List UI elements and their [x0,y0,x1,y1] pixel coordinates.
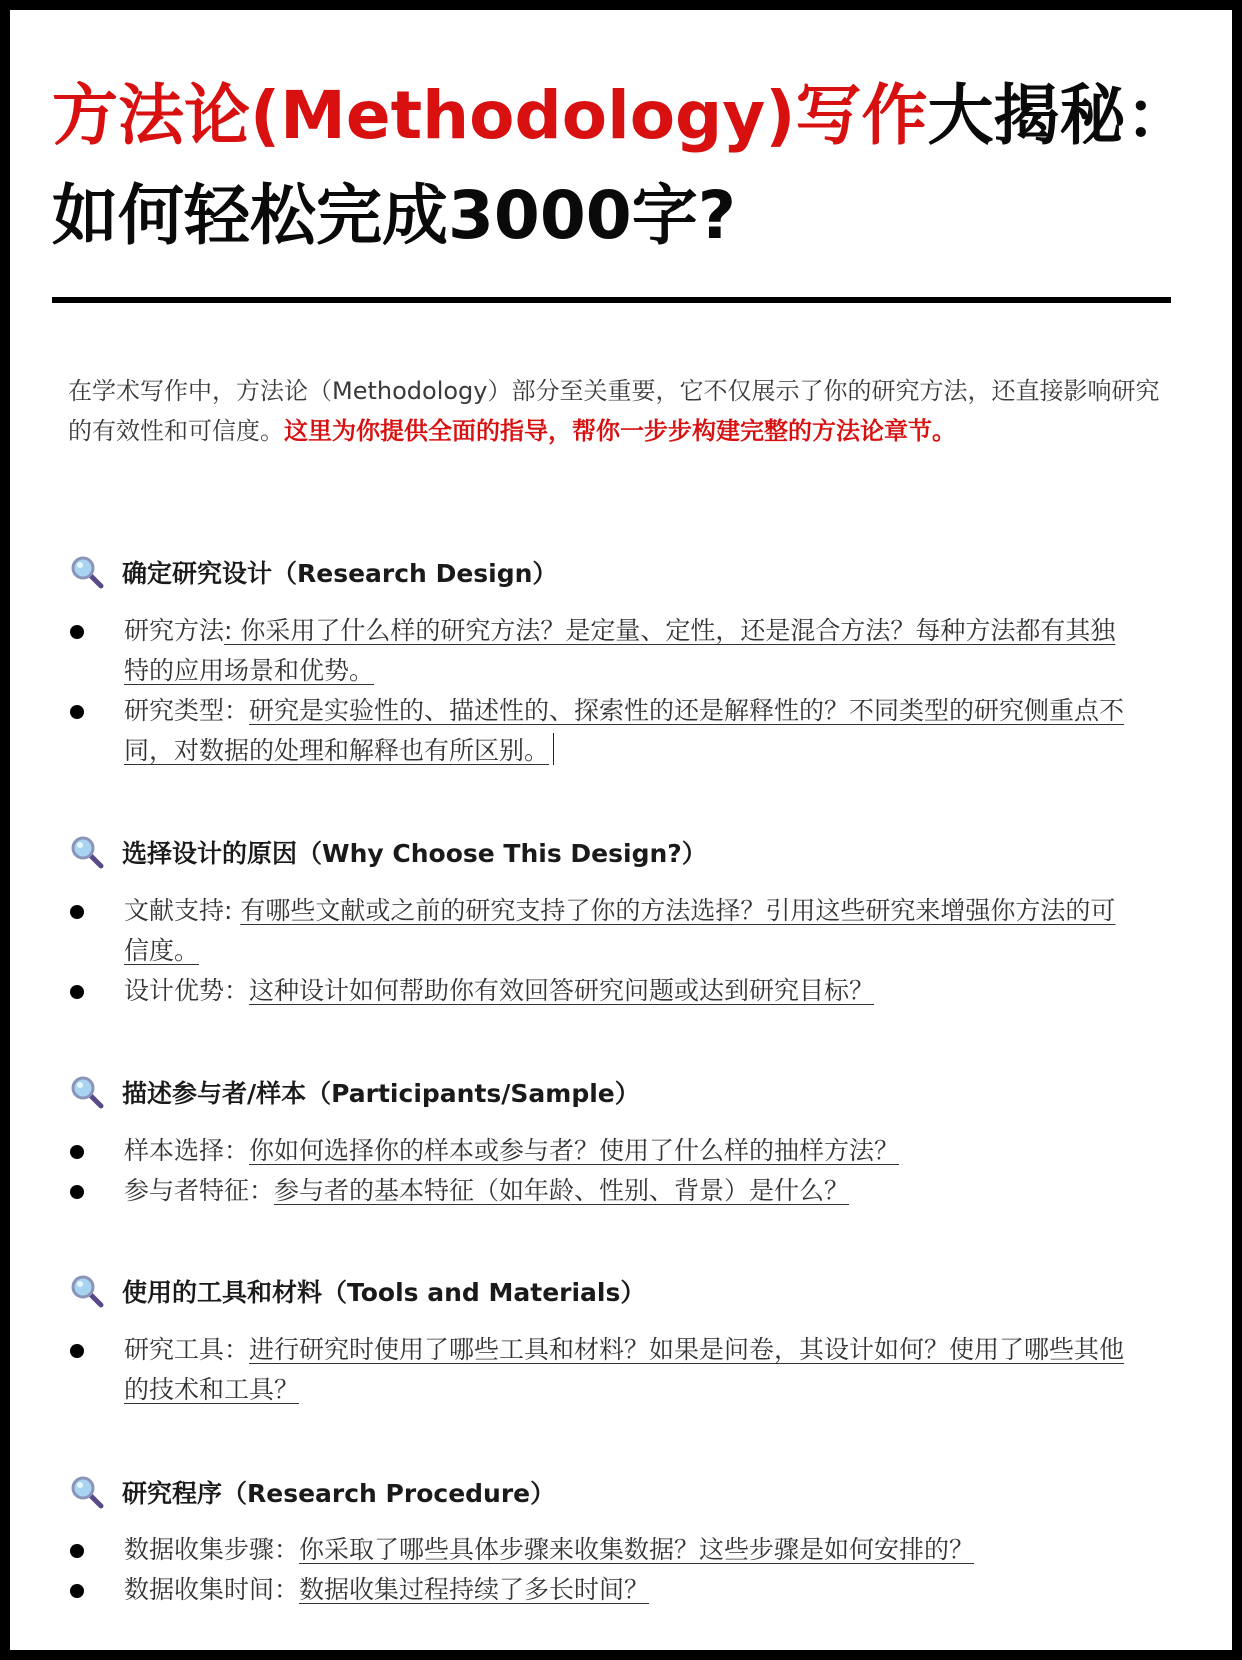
title-line2: 如何轻松完成3000字? [52,177,736,254]
item-separator: : [224,616,233,645]
section-label: 描述参与者/样本（Participants/Sample） [122,1079,640,1108]
section-heading-why-choose [70,832,707,872]
item-question: 这种设计如何帮助你有效回答研究问题或达到研究目标？ [249,976,875,1005]
item-label: 参与者特征 [124,1176,250,1205]
magnifying-glass-icon [70,1274,104,1308]
magnifying-glass-icon [70,555,104,589]
section-label: 确定研究设计（Research Design） [122,559,558,588]
title-red-part: 方法论(Methodology)写作 [52,77,928,154]
list-item [66,1530,1136,1570]
title-divider [52,297,1171,303]
bullet-dot [70,705,84,719]
list-item [66,1330,1136,1410]
item-label: 样本选择 [124,1136,225,1165]
item-label: 数据收集步骤 [124,1535,275,1564]
magnifying-glass-icon [70,1075,104,1109]
section-label: 使用的工具和材料（Tools and Materials） [122,1278,646,1307]
item-separator: ： [224,1335,250,1364]
bullet-dot [70,1145,84,1159]
bullet-dot [70,1344,84,1358]
list-item [66,1131,1136,1171]
list-item [66,691,1136,771]
list-item [66,611,1136,691]
list-item [66,1570,1136,1610]
bullet-dot [70,985,84,999]
title-black-part: 大揭秘： [927,77,1192,154]
item-question: 数据收集过程持续了多长时间？ [299,1575,650,1604]
section-label: 选择设计的原因（Why Choose This Design?） [122,839,707,868]
intro-paragraph [68,371,1168,451]
text-cursor [553,733,554,765]
item-question: 参与者的基本特征（如年龄、性别、背景）是什么？ [274,1176,850,1205]
item-question: 进行研究时使用了哪些工具和材料？如果是问卷，其设计如何？使用了哪些其他的技术和工具？ [124,1335,1125,1404]
bullet-dot [70,1185,84,1199]
item-question: 研究是实验性的、描述性的、探索性的还是解释性的？不同类型的研究侧重点不同，对数据的处理和解释也有所区别。 [124,696,1125,765]
page-title [52,66,1192,266]
item-separator: ： [224,1136,250,1165]
section-heading-research-design [70,552,557,592]
item-question: 有哪些文献或之前的研究支持了你的方法选择？引用这些研究来增强你方法的可信度。 [124,896,1116,965]
item-separator: ： [224,696,250,725]
bullet-dot [70,1584,84,1598]
bullet-dot [70,1544,84,1558]
intro-highlight: 这里为你提供全面的指导，帮你一步步构建完整的方法论章节。 [284,417,956,445]
item-question: 你采取了哪些具体步骤来收集数据？这些步骤是如何安排的？ [299,1535,975,1564]
bullet-dot [70,625,84,639]
item-label: 研究类型 [124,696,225,725]
section-heading-procedure [70,1472,555,1512]
item-label: 研究工具 [124,1335,225,1364]
list-item [66,1171,1136,1211]
item-separator: ： [274,1575,300,1604]
item-separator: ： [249,1176,275,1205]
section-label: 研究程序（Research Procedure） [122,1479,556,1508]
item-question: 你如何选择你的样本或参与者？使用了什么样的抽样方法？ [249,1136,900,1165]
bullet-dot [70,905,84,919]
item-separator: ： [274,1535,300,1564]
list-item [66,971,1136,1011]
list-item [66,891,1136,971]
item-label: 研究方法 [124,616,225,645]
item-question: 你采用了什么样的研究方法？是定量、定性，还是混合方法？每种方法都有其独特的应用场景和优势。 [124,616,1116,685]
intro-text: 在学术写作中，方法论（Methodology）部分至关重要，它不仅展示了你的研究方法，还直接影响研究的有效性和可信度。 [68,377,1160,445]
item-label: 数据收集时间 [124,1575,275,1604]
item-separator: : [224,896,241,925]
item-separator: ： [224,976,250,1005]
item-label: 文献支持 [124,896,225,925]
item-label: 设计优势 [124,976,225,1005]
section-heading-participants [70,1072,640,1112]
magnifying-glass-icon [70,1475,104,1509]
section-heading-tools [70,1271,645,1311]
magnifying-glass-icon [70,835,104,869]
